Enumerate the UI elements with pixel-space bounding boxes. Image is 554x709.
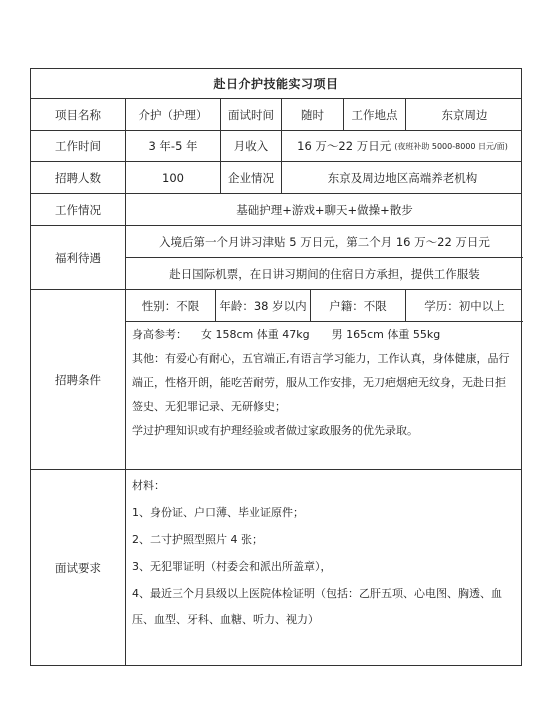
welfare-line-2: 赴日国际机票，在日讲习期间的住宿日方承担，提供工作服装 [169, 267, 480, 281]
row-work-time [31, 131, 521, 162]
welfare-label: 福利待遇 [31, 226, 126, 289]
monthly-income-cell [282, 131, 523, 161]
priority-line: 学过护理知识或有护理经验或者做过家政服务的优先录取。 [132, 424, 418, 437]
interview-time-value: 随时 [282, 99, 344, 130]
interview-details [132, 476, 518, 630]
recruit-value: 100 [126, 162, 221, 193]
gender-requirement: 性别：不限 [126, 290, 216, 321]
other-line-2: 端正，性格开朗，能吃苦耐劳，服从工作安排，无刀疤烟疤无纹身，无赴日拒 [132, 376, 506, 389]
male-height: 男 165cm 体重 55kg [331, 328, 441, 341]
work-time-value: 3 年-5 年 [126, 131, 221, 161]
project-value: 介护（护理） [126, 99, 221, 130]
work-label: 工作情况 [31, 194, 126, 225]
interview-label: 面试要求 [31, 470, 126, 665]
company-value: 东京及周边地区高端养老机构 [327, 170, 478, 185]
other-line-3: 签史、无犯罪记录、无研修史； [132, 400, 286, 413]
recruit-label: 招聘人数 [31, 162, 126, 193]
interview-line-5: 4、最近三个月县级以上医院体检证明（包括：乙肝五项、心电图、胸透、血 [132, 587, 502, 600]
row-work [31, 194, 521, 226]
row-welfare [31, 226, 521, 290]
row-project [31, 99, 521, 131]
interview-line-1: 材料： [132, 479, 165, 492]
location-value: 东京周边 [441, 107, 488, 122]
monthly-income-value: 16 万～22 万日元 [297, 139, 392, 153]
night-shift-note: (夜班补助 5000-8000 日元/面) [394, 141, 508, 151]
table-title: 赴日介护技能实习项目 [31, 69, 521, 99]
education-requirement: 学历：初中以上 [424, 298, 505, 313]
interview-time-label: 面试时间 [221, 99, 282, 130]
welfare-line-1: 入境后第一个月讲习津贴 5 万日元，第二个月 16 万～22 万日元 [159, 234, 490, 249]
row-recruit [31, 162, 521, 194]
interview-line-4: 3、无犯罪证明（村委会和派出所盖章）， [132, 560, 332, 573]
work-value: 基础护理+游戏+聊天+做操+散步 [236, 202, 413, 217]
height-line [132, 324, 518, 345]
row-requirements [31, 290, 521, 470]
welfare-line-1-row [126, 226, 523, 258]
requirements-label: 招聘条件 [31, 290, 126, 469]
age-requirement: 年龄：38 岁以内 [216, 290, 311, 321]
requirements-basic-row [126, 290, 523, 322]
monthly-income-label: 月收入 [221, 131, 282, 161]
interview-line-6: 压、血型、牙科、血糖、听力、视力） [132, 613, 319, 626]
row-interview [31, 470, 521, 665]
project-label: 项目名称 [31, 99, 126, 130]
interview-line-3: 2、二寸护照型照片 4 张； [132, 533, 263, 546]
interview-line-2: 1、身份证、户口薄、毕业证原件； [132, 506, 304, 519]
requirements-details [132, 324, 518, 441]
height-label: 身高参考： [132, 328, 187, 341]
recruitment-table [30, 68, 522, 666]
hukou-requirement: 户籍：不限 [311, 290, 406, 321]
work-time-label: 工作时间 [31, 131, 126, 161]
welfare-line-2-row [126, 258, 523, 290]
female-height: 女 158cm 体重 47kg [201, 328, 310, 341]
location-label: 工作地点 [344, 99, 406, 130]
company-label: 企业情况 [221, 162, 282, 193]
other-line-1: 其他：有爱心有耐心，五官端正,有语言学习能力，工作认真，身体健康，品行 [132, 352, 510, 365]
